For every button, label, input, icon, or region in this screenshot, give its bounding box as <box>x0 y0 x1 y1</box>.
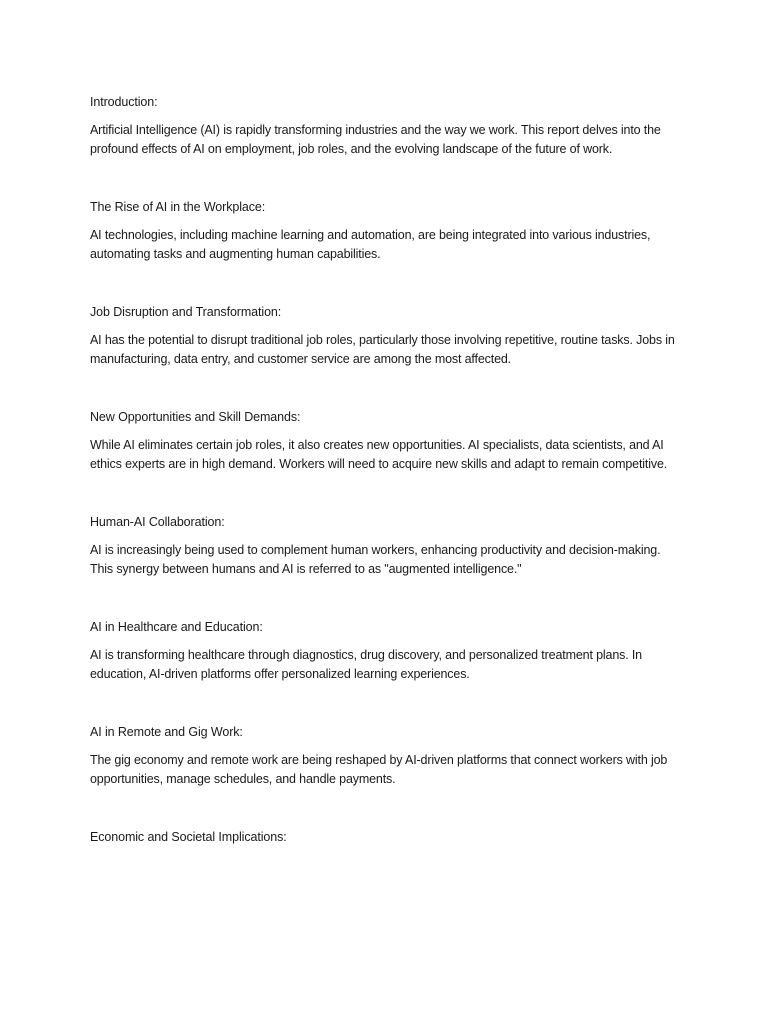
section-body: The gig economy and remote work are being reshaped by AI-driven platforms that connect workers with job opportunities, manage schedules, and handle payments. <box>90 753 668 786</box>
section-human-ai-collaboration <box>90 513 685 579</box>
section-body: AI technologies, including machine learning and automation, are being integrated into various industries, automating tasks and augmenting human capabilities. <box>90 228 651 261</box>
section-job-disruption <box>90 303 685 369</box>
section-heading: Introduction: <box>90 95 158 109</box>
section-body: AI is transforming healthcare through diagnostics, drug discovery, and personalized treatment plans. In education, AI-driven platforms offer personalized learning experiences. <box>90 648 642 681</box>
section-heading: AI in Healthcare and Education: <box>90 620 263 634</box>
section-heading: New Opportunities and Skill Demands: <box>90 410 301 424</box>
section-body: AI is increasingly being used to complement human workers, enhancing productivity and decision-making. This synergy between humans and AI is referred to as "augmented intelligence." <box>90 543 661 576</box>
section-economic-societal <box>90 828 685 847</box>
section-heading: AI in Remote and Gig Work: <box>90 725 243 739</box>
section-new-opportunities <box>90 408 685 474</box>
section-healthcare-education <box>90 618 685 684</box>
document-content <box>90 93 685 886</box>
section-heading: The Rise of AI in the Workplace: <box>90 200 266 214</box>
section-introduction <box>90 93 685 159</box>
section-body: AI has the potential to disrupt traditional job roles, particularly those involving repetitive, routine tasks. Jobs in manufacturing, data entry, and customer service are among the most affected. <box>90 333 675 366</box>
section-heading: Economic and Societal Implications: <box>90 830 287 844</box>
section-heading: Human-AI Collaboration: <box>90 515 225 529</box>
section-rise-of-ai <box>90 198 685 264</box>
section-body: While AI eliminates certain job roles, it also creates new opportunities. AI specialists, data scientists, and AI ethics experts are in high demand. Workers will need to acquire new skills and adapt to remain competitive. <box>90 438 668 471</box>
section-body: Artificial Intelligence (AI) is rapidly transforming industries and the way we work. This report delves into the profound effects of AI on employment, job roles, and the evolving landscape of the future of work. <box>90 123 661 156</box>
section-heading: Job Disruption and Transformation: <box>90 305 282 319</box>
section-remote-gig-work <box>90 723 685 789</box>
